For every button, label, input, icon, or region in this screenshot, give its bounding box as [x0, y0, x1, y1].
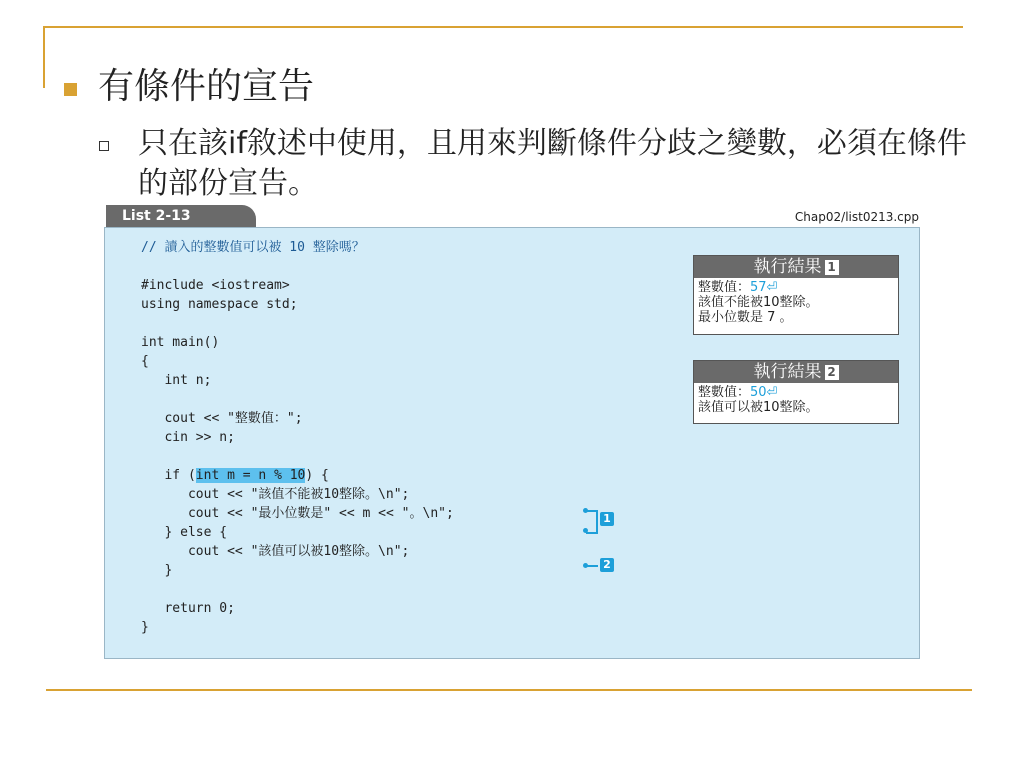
highlighted-declaration: int m = n % 10: [195, 468, 306, 483]
slide-heading: 有條件的宣告: [98, 66, 315, 107]
code-listing: [141, 238, 454, 637]
sub-point-text: 只在該if敘述中使用，且用來判斷條件分歧之變數，必須在條件的部份宣告。: [138, 126, 967, 201]
code-line: }: [141, 620, 149, 635]
result-line: 最小位數是 7 。: [698, 310, 793, 325]
code-line: cout << "該值可以被10整除。\n";: [141, 544, 410, 559]
code-panel: [104, 227, 920, 659]
result-box-2: [693, 360, 899, 424]
callout-connector: [586, 565, 598, 567]
code-comment: // 讀入的整數值可以被 10 整除嗎？: [141, 240, 365, 255]
callout-badge-1: 1: [600, 512, 614, 526]
code-line: {: [141, 354, 149, 369]
top-accent-line: [43, 26, 963, 28]
code-line: int n;: [141, 373, 212, 388]
code-line: }: [141, 563, 173, 578]
figure-file-name: Chap02/list0213.cpp: [794, 210, 919, 224]
code-line: cout << "最小位數是" << m << "。\n";: [141, 506, 454, 521]
code-line: } else {: [141, 525, 228, 540]
result-prompt: 整數值：: [698, 385, 751, 400]
square-bullet-icon: [64, 83, 77, 96]
callout-bracket: [586, 510, 598, 534]
result-input: 50⏎: [750, 385, 778, 400]
result-badge: 1: [825, 260, 839, 275]
result-title: [694, 361, 898, 383]
result-title-text: 執行結果: [753, 257, 822, 277]
code-line: #include <iostream>: [141, 278, 290, 293]
code-line-if-prefix: if (: [141, 468, 196, 483]
code-line: return 0;: [141, 601, 235, 616]
code-line: cout << "整數值：";: [141, 411, 303, 426]
result-badge: 2: [825, 365, 839, 380]
result-prompt: 整數值：: [698, 280, 751, 295]
result-title-text: 執行結果: [753, 362, 822, 382]
result-input: 57⏎: [750, 280, 778, 295]
result-title: [694, 256, 898, 278]
result-box-1: [693, 255, 899, 335]
bottom-accent-line: [46, 689, 972, 691]
code-line: using namespace std;: [141, 297, 298, 312]
code-line-if-suffix: ) {: [305, 468, 329, 483]
result-line: [698, 280, 894, 295]
code-figure: [104, 205, 923, 660]
code-line: cin >> n;: [141, 430, 235, 445]
result-body: [694, 383, 898, 417]
code-line: int main(): [141, 335, 220, 350]
hollow-square-bullet-icon: [99, 141, 109, 151]
result-line: [698, 385, 894, 400]
left-accent-line: [43, 26, 45, 88]
result-body: [694, 278, 898, 327]
result-line: 該值可以被10整除。: [698, 400, 819, 415]
result-line: 該值不能被10整除。: [698, 295, 819, 310]
figure-tab-label: List 2-13: [106, 205, 256, 227]
callout-badge-2: 2: [600, 558, 614, 572]
code-line: cout << "該值不能被10整除。\n";: [141, 487, 410, 502]
